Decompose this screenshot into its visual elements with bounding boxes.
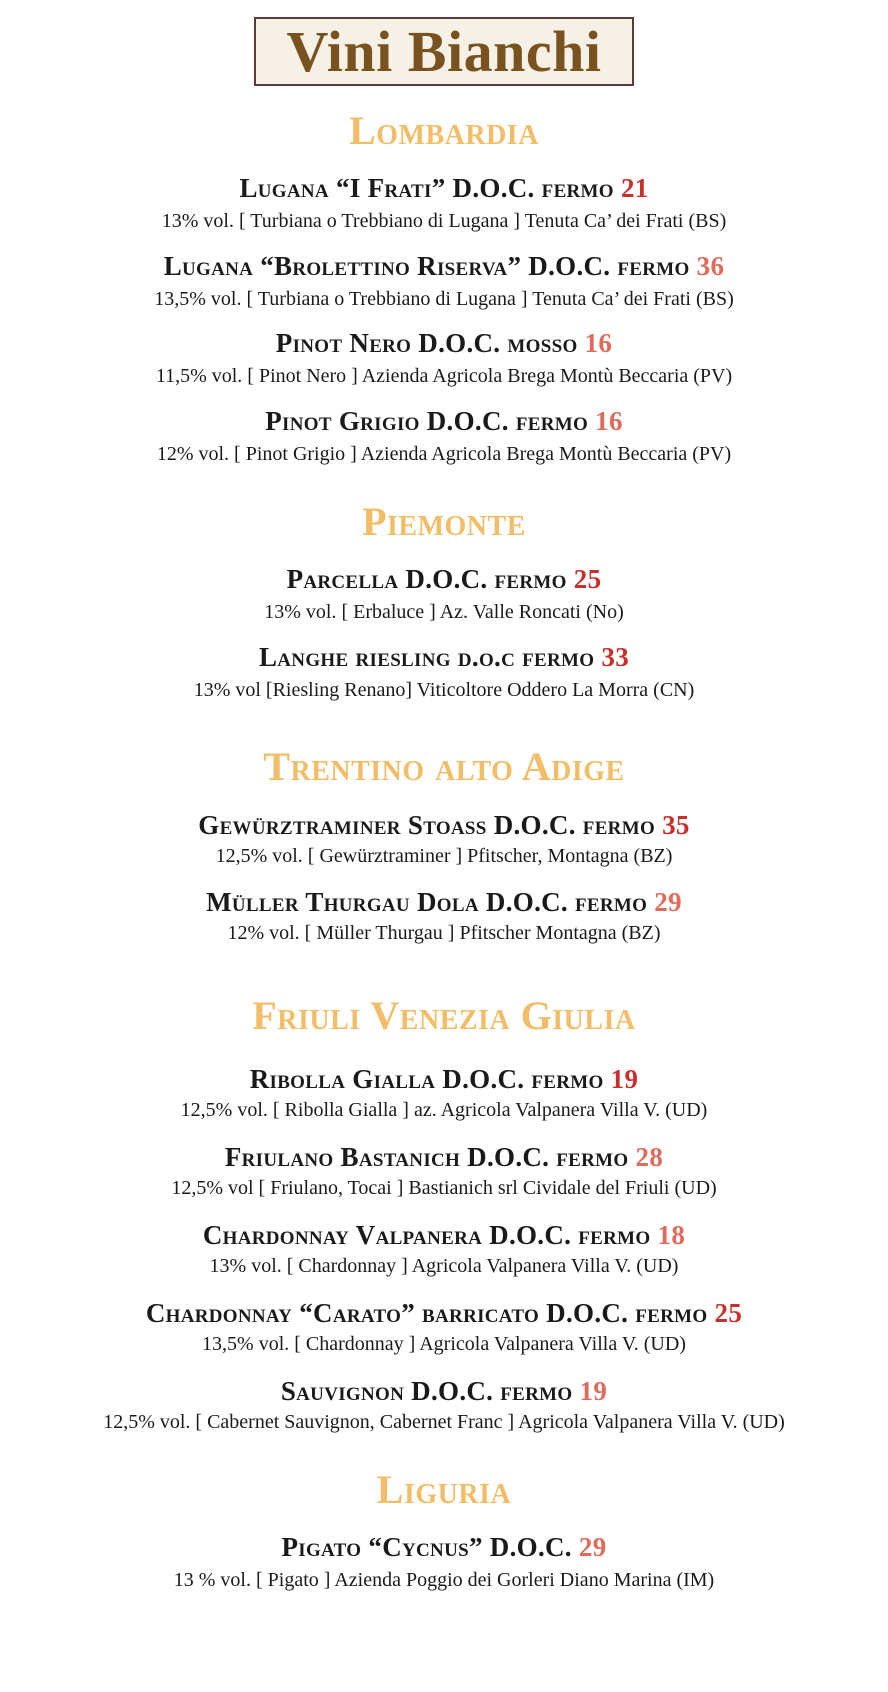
wine-price: 25	[714, 1298, 743, 1328]
wine-name: Pinot Grigio D.O.C. fermo 16	[265, 406, 623, 436]
wine-description: 13% vol. [ Chardonnay ] Agricola Valpanera Villa V. (UD)	[209, 1255, 679, 1277]
wine-description: 12% vol. [ Pinot Grigio ] Azienda Agricola Brega Montù Beccaria (PV)	[156, 443, 732, 465]
wine-description: 12,5% vol. [ Gewürztraminer ] Pfitscher, Montagna (BZ)	[215, 845, 673, 867]
wine-price: 36	[696, 251, 725, 281]
wine-description: 13 % vol. [ Pigato ] Azienda Poggio dei Gorleri Diano Marina (IM)	[173, 1569, 715, 1591]
wine-description: 12,5% vol. [ Cabernet Sauvignon, Cabernet Franc ] Agricola Valpanera Villa V. (UD)	[103, 1411, 785, 1433]
wine-price: 28	[635, 1142, 664, 1172]
region-heading-liguria: Liguria	[376, 1467, 512, 1512]
wine-name: Pinot Nero D.O.C. mosso 16	[275, 328, 613, 358]
wine-description: 13% vol [Riesling Renano] Viticoltore Oddero La Morra (CN)	[193, 679, 695, 701]
wine-description: 13% vol. [ Turbiana o Trebbiano di Lugana ] Tenuta Ca’ dei Frati (BS)	[161, 210, 727, 232]
menu-title-box	[254, 17, 634, 86]
wine-name: Gewürztraminer Stoass D.O.C. fermo 35	[198, 810, 690, 840]
wine-name: Langhe riesling d.o.c fermo 33	[258, 642, 630, 672]
wine-price: 19	[579, 1376, 608, 1406]
wine-price: 16	[595, 406, 623, 436]
wine-name: Sauvignon D.O.C. fermo 19	[280, 1376, 608, 1406]
wine-price: 19	[610, 1064, 639, 1094]
wine-price: 21	[620, 173, 649, 203]
wine-price: 29	[654, 887, 682, 917]
menu-title: Vini Bianchi	[286, 18, 602, 84]
wine-name: Müller Thurgau Dola D.O.C. fermo 29	[206, 887, 682, 917]
region-heading-trentino: Trentino alto Adige	[263, 744, 625, 789]
wine-name: Chardonnay Valpanera D.O.C. fermo 18	[202, 1220, 686, 1250]
wine-description: 13,5% vol. [ Chardonnay ] Agricola Valpanera Villa V. (UD)	[202, 1333, 686, 1355]
wine-name: Parcella D.O.C. fermo 25	[286, 564, 602, 594]
wine-price: 18	[657, 1220, 686, 1250]
wine-description: 13% vol. [ Erbaluce ] Az. Valle Roncati (No)	[264, 601, 624, 623]
wine-price: 29	[578, 1532, 607, 1562]
region-heading-lombardia: Lombardia	[349, 108, 539, 153]
wine-price: 25	[573, 564, 602, 594]
wine-name: Ribolla Gialla D.O.C. fermo 19	[249, 1064, 639, 1094]
wine-price: 35	[662, 810, 690, 840]
wine-description: 12,5% vol [ Friulano, Tocai ] Bastianich srl Cividale del Friuli (UD)	[171, 1177, 717, 1199]
wine-name: Friulano Bastanich D.O.C. fermo 28	[224, 1142, 664, 1172]
wine-name: Chardonnay “Carato” barricato D.O.C. fermo 25	[145, 1298, 743, 1328]
wine-price: 33	[601, 642, 630, 672]
wine-description: 13,5% vol. [ Turbiana o Trebbiano di Lugana ] Tenuta Ca’ dei Frati (BS)	[154, 288, 734, 310]
wine-name: Lugana “I Frati” D.O.C. fermo 21	[239, 173, 649, 203]
region-heading-piemonte: Piemonte	[362, 499, 526, 544]
wine-price: 16	[584, 328, 613, 358]
wine-description: 11,5% vol. [ Pinot Nero ] Azienda Agricola Brega Montù Beccaria (PV)	[155, 365, 733, 387]
wine-name: Lugana “Brolettino Riserva” D.O.C. fermo 36	[163, 251, 725, 281]
region-heading-friuli: Friuli Venezia Giulia	[252, 993, 636, 1038]
wine-description: 12% vol. [ Müller Thurgau ] Pfitscher Montagna (BZ)	[227, 922, 661, 944]
wine-name: Pigato “Cycnus” D.O.C. 29	[281, 1532, 607, 1562]
wine-description: 12,5% vol. [ Ribolla Gialla ] az. Agricola Valpanera Villa V. (UD)	[180, 1099, 708, 1121]
